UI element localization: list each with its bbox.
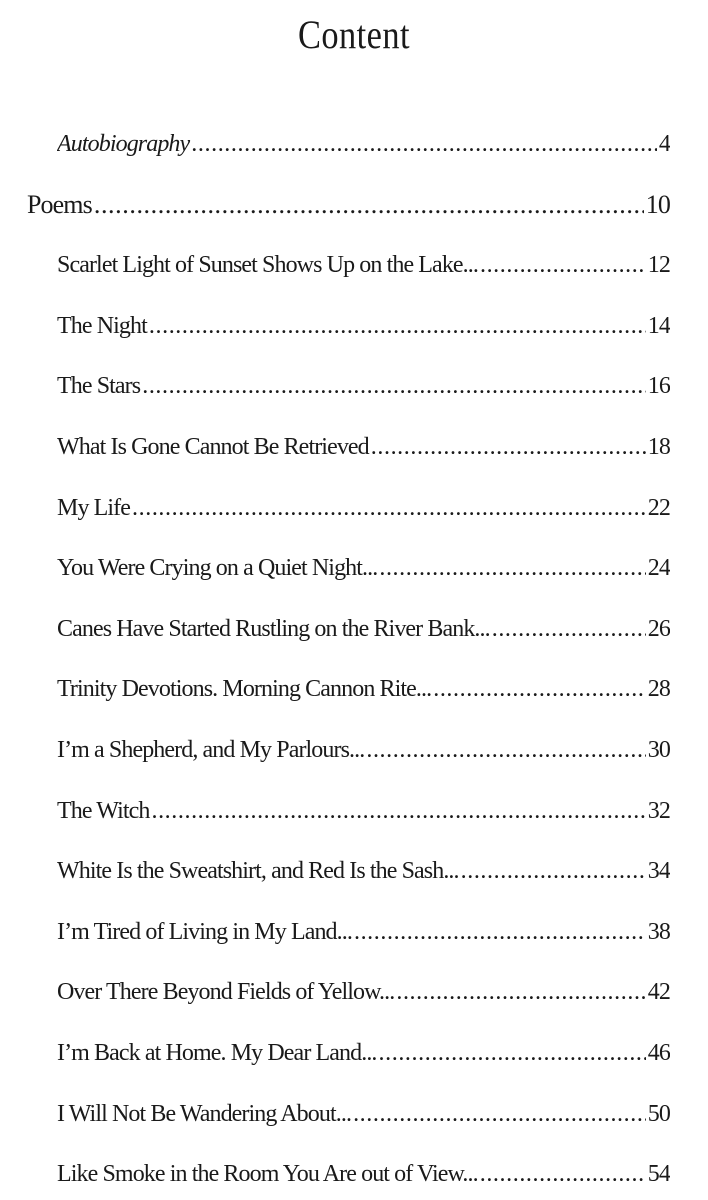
toc-entry[interactable] xyxy=(57,730,670,770)
dot-leader xyxy=(149,306,646,346)
toc-entry-page-number: 22 xyxy=(647,494,670,521)
dot-leader xyxy=(379,548,645,588)
dot-leader xyxy=(142,366,646,406)
toc-entry-page-number: 42 xyxy=(647,979,670,1006)
toc-entry-page-number: 12 xyxy=(647,252,670,279)
toc-entry-title: Like Smoke in the Room You Are out of View... xyxy=(57,1161,478,1188)
toc-entry-page-number: 38 xyxy=(647,918,670,945)
toc-entry-title: My Life xyxy=(57,494,131,521)
toc-entry-page-number: 14 xyxy=(647,312,670,339)
toc-entry[interactable] xyxy=(57,972,670,1012)
toc-entry[interactable] xyxy=(27,185,670,225)
page-title: Content xyxy=(298,12,410,57)
toc-entry[interactable] xyxy=(57,609,670,649)
toc-entry[interactable] xyxy=(57,306,670,346)
toc-entry[interactable] xyxy=(57,1094,670,1134)
toc-entry-title: Autobiography xyxy=(57,131,190,157)
toc-entry-page-number: 16 xyxy=(647,373,670,400)
toc-entry[interactable] xyxy=(57,488,670,528)
toc-entry-title: Trinity Devotions. Morning Cannon Rite... xyxy=(57,676,432,703)
dot-leader xyxy=(354,912,646,952)
toc-entry-title: Over There Beyond Fields of Yellow... xyxy=(57,979,395,1006)
toc-entry-page-number: 18 xyxy=(647,434,670,460)
toc-entry[interactable] xyxy=(57,548,670,588)
toc-entry-page-number: 50 xyxy=(647,1100,670,1127)
toc-entry-title: I’m Back at Home. My Dear Land... xyxy=(57,1040,377,1066)
toc-entry-title: I’m a Shepherd, and My Parlours... xyxy=(57,737,365,763)
dot-leader xyxy=(366,730,645,770)
toc-entry-page-number: 26 xyxy=(647,615,670,642)
toc-entry[interactable] xyxy=(57,791,670,831)
toc-entry-title: Poems xyxy=(27,189,92,219)
toc-entry[interactable] xyxy=(57,912,670,952)
toc-entry[interactable] xyxy=(57,1033,670,1073)
dot-leader xyxy=(480,1154,646,1194)
dot-leader xyxy=(151,791,645,831)
toc-entry-page-number: 28 xyxy=(647,676,670,703)
toc-entry-title: The Stars xyxy=(57,373,141,400)
toc-entry-title: What Is Gone Cannot Be Retrieved xyxy=(57,434,369,460)
toc-entry-page-number: 24 xyxy=(647,555,670,582)
toc-entry[interactable] xyxy=(57,124,670,164)
toc-entry[interactable] xyxy=(57,851,670,891)
dot-leader xyxy=(94,185,644,225)
toc-entry-page-number: 10 xyxy=(645,189,670,219)
dot-leader xyxy=(379,1033,646,1073)
toc-entry-page-number: 54 xyxy=(647,1161,670,1188)
dot-leader xyxy=(132,488,646,528)
dot-leader xyxy=(371,427,646,467)
toc-entry-title: White Is the Sweatshirt, and Red Is the Sash... xyxy=(57,858,459,885)
toc-entry[interactable] xyxy=(57,427,670,467)
dot-leader xyxy=(396,972,645,1012)
dot-leader xyxy=(461,851,646,891)
toc-entry-title: Canes Have Started Rustling on the River Bank... xyxy=(57,615,490,642)
toc-entry-page-number: 30 xyxy=(647,737,670,763)
toc-entry-page-number: 46 xyxy=(647,1040,670,1066)
toc-entry[interactable] xyxy=(57,245,670,285)
toc-entry[interactable] xyxy=(57,669,670,709)
toc-entry-title: The Witch xyxy=(57,797,150,824)
toc-entry-title: I Will Not Be Wandering About... xyxy=(57,1100,352,1127)
toc-entry-title: The Night xyxy=(57,312,147,339)
toc-entry[interactable] xyxy=(57,1154,670,1194)
toc-entry-title: You Were Crying on a Quiet Night... xyxy=(57,555,378,582)
toc-entry-page-number: 32 xyxy=(647,797,670,824)
toc-entry-title: I’m Tired of Living in My Land... xyxy=(57,918,352,945)
dot-leader xyxy=(353,1094,646,1134)
toc-entry[interactable] xyxy=(57,366,670,406)
toc-entry-page-number: 4 xyxy=(658,131,670,157)
toc-entry-page-number: 34 xyxy=(647,858,670,885)
dot-leader xyxy=(191,124,657,164)
dot-leader xyxy=(492,609,646,649)
dot-leader xyxy=(480,245,646,285)
toc-entry-title: Scarlet Light of Sunset Shows Up on the Lake... xyxy=(57,252,478,279)
dot-leader xyxy=(433,669,646,709)
